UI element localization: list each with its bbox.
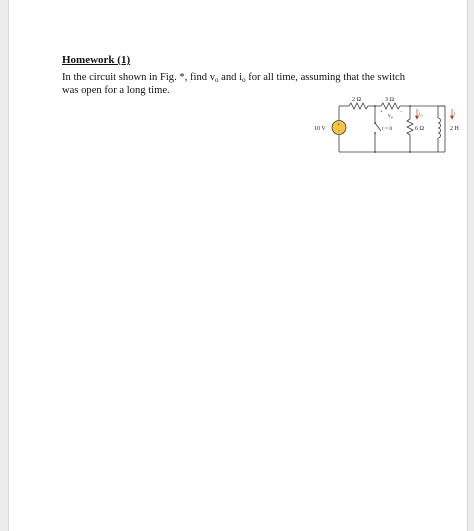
vo-subscript: o	[215, 76, 219, 84]
io-subscript: o	[242, 76, 246, 84]
switch-time-label: t = 0	[382, 126, 393, 132]
circuit-figure	[309, 93, 474, 157]
vo-label	[388, 113, 393, 120]
vo-minus-label: −	[400, 110, 403, 115]
junction-dot	[374, 151, 376, 153]
switch-blade	[375, 123, 381, 131]
inductor-coil	[438, 118, 441, 138]
source-minus-sign: −	[337, 129, 341, 135]
io-sub: o	[420, 112, 423, 118]
document-page	[8, 0, 468, 531]
source-label: 10 V	[314, 126, 326, 132]
problem-line-1	[62, 72, 432, 85]
problem-text-part-a: In the circuit shown in Fig. *, find v	[62, 72, 216, 83]
junction-dot	[409, 105, 411, 107]
resistor-6ohm	[407, 119, 413, 135]
problem-text-part-c: for all time, assuming that the switch	[245, 72, 406, 83]
vo-symbol: v	[388, 113, 391, 119]
r2-label: 3 Ω	[385, 97, 394, 103]
problem-line-2: was open for a long time.	[62, 84, 170, 96]
r1-label: 2 Ω	[352, 97, 361, 103]
r3-label: 6 Ω	[415, 126, 424, 132]
vo-plus-label: +	[380, 110, 383, 115]
circuit-diagram	[309, 93, 474, 157]
junction-dot	[374, 105, 376, 107]
junction-dot	[409, 151, 411, 153]
switch-contact-bottom	[374, 132, 376, 134]
vo-sub: o	[390, 114, 393, 120]
io-current-label	[419, 111, 423, 118]
inductor-label: 2 H	[450, 126, 459, 132]
io-symbol: i	[419, 111, 421, 117]
problem-text-part-b: and i	[218, 72, 243, 83]
i-current-label: i	[454, 111, 456, 117]
resistor-2ohm	[349, 103, 368, 109]
source-plus-sign: +	[337, 123, 341, 128]
homework-heading: Homework (1)	[62, 54, 131, 66]
resistor-3ohm	[381, 103, 400, 109]
switch-contact-top	[374, 122, 376, 124]
